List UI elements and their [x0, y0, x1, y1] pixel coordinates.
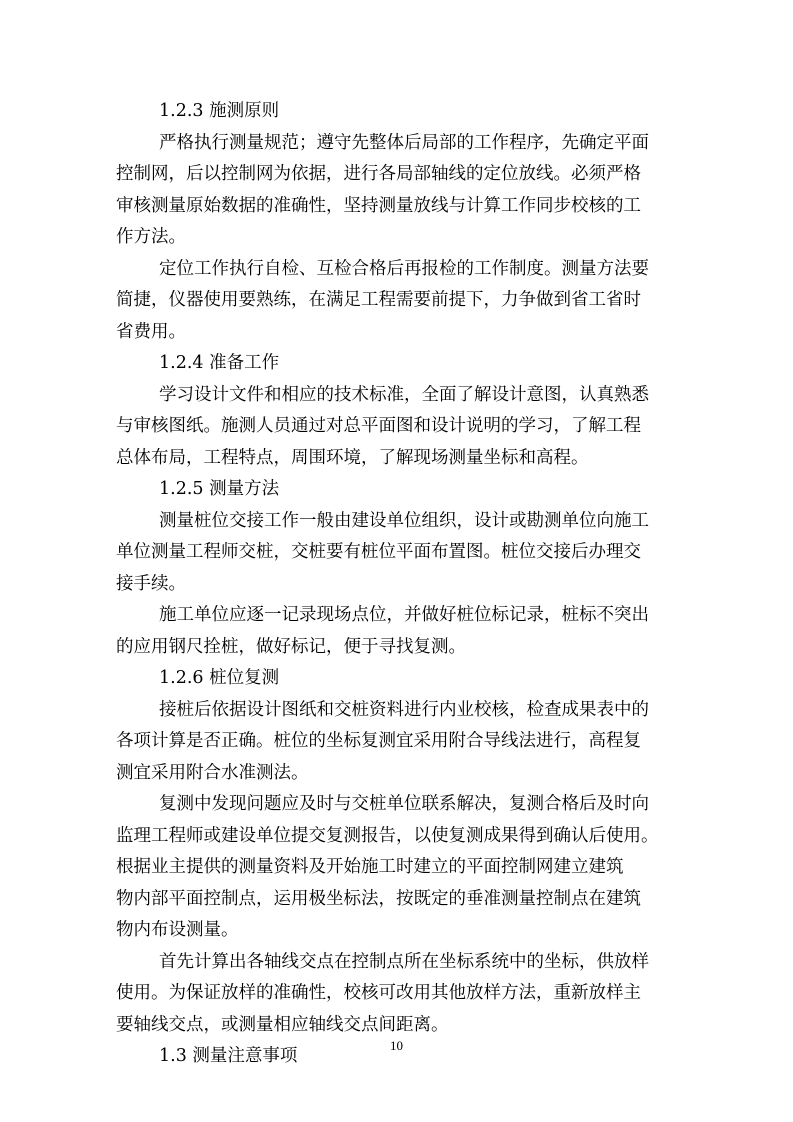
document-body: [116, 96, 686, 1073]
text-line: 各项计算是否正确。桩位的坐标复测宜采用附合导线法进行，高程复: [116, 731, 641, 751]
text-line: 1.2.6 桩位复测: [159, 668, 280, 688]
text-line: 使用。为保证放样的准确性，校核可改用其他放样方法，重新放样主: [116, 983, 641, 1003]
text-line: 接桩后依据设计图纸和交桩资料进行内业校核，检查成果表中的: [159, 699, 649, 720]
text-line: 省费用。: [116, 321, 186, 342]
text-line: 根据业主提供的测量资料及开始施工时建立的平面控制网建立建筑: [116, 857, 624, 877]
text-line: 测量桩位交接工作一般由建设单位组织，设计或勘测单位向施工: [159, 510, 649, 531]
text-line: 学习设计文件和相应的技术标准，全面了解设计意图，认真熟悉: [159, 384, 649, 405]
text-line: 控制网，后以控制网为依据，进行各局部轴线的定位放线。必须严格: [116, 164, 641, 184]
text-line: 施工单位应逐一记录现场点位，并做好桩位标记录，桩标不突出: [159, 605, 649, 625]
text-line: 物内部平面控制点，运用极坐标法，按既定的垂准测量控制点在建筑: [116, 888, 641, 909]
text-line: 审核测量原始数据的准确性，坚持测量放线与计算工作同步校核的工: [116, 195, 641, 216]
text-line: 作方法。: [116, 227, 186, 247]
text-line: 严格执行测量规范；遵守先整体后局部的工作程序，先确定平面: [159, 132, 649, 153]
text-line: 总体布局，工程特点，周围环境，了解现场测量坐标和高程。: [116, 447, 589, 468]
page-number: 10: [390, 1038, 403, 1053]
text-line: 简捷，仪器使用要熟练，在满足工程需要前提下，力争做到省工省时: [116, 290, 641, 310]
text-line: 的应用钢尺拴桩，做好标记，便于寻找复测。: [116, 636, 466, 657]
text-line: 1.2.3 施测原则: [159, 101, 280, 121]
text-line: 要轴线交点，或测量相应轴线交点间距离。: [116, 1014, 449, 1035]
text-line: 接手续。: [116, 573, 186, 594]
text-line: 单位测量工程师交桩，交桩要有桩位平面布置图。桩位交接后办理交: [116, 542, 641, 562]
text-line: 测宜采用附合水准测法。: [116, 762, 309, 783]
text-line: 与审核图纸。施测人员通过对总平面图和设计说明的学习，了解工程: [116, 416, 641, 436]
text-line: 1.2.5 测量方法: [159, 479, 280, 499]
text-line: 1.3 测量注意事项: [159, 1046, 298, 1066]
text-line: 监理工程师或建设单位提交复测报告，以使复测成果得到确认后使用。: [116, 825, 659, 846]
text-line: 首先计算出各轴线交点在控制点所在坐标系统中的坐标，供放样: [159, 951, 649, 972]
text-line: 1.2.4 准备工作: [159, 353, 280, 373]
text-line: 复测中发现问题应及时与交桩单位联系解决，复测合格后及时向: [159, 794, 649, 814]
text-line: 定位工作执行自检、互检合格后再报检的工作制度。测量方法要: [159, 258, 649, 279]
text-line: 物内布设测量。: [116, 920, 239, 940]
